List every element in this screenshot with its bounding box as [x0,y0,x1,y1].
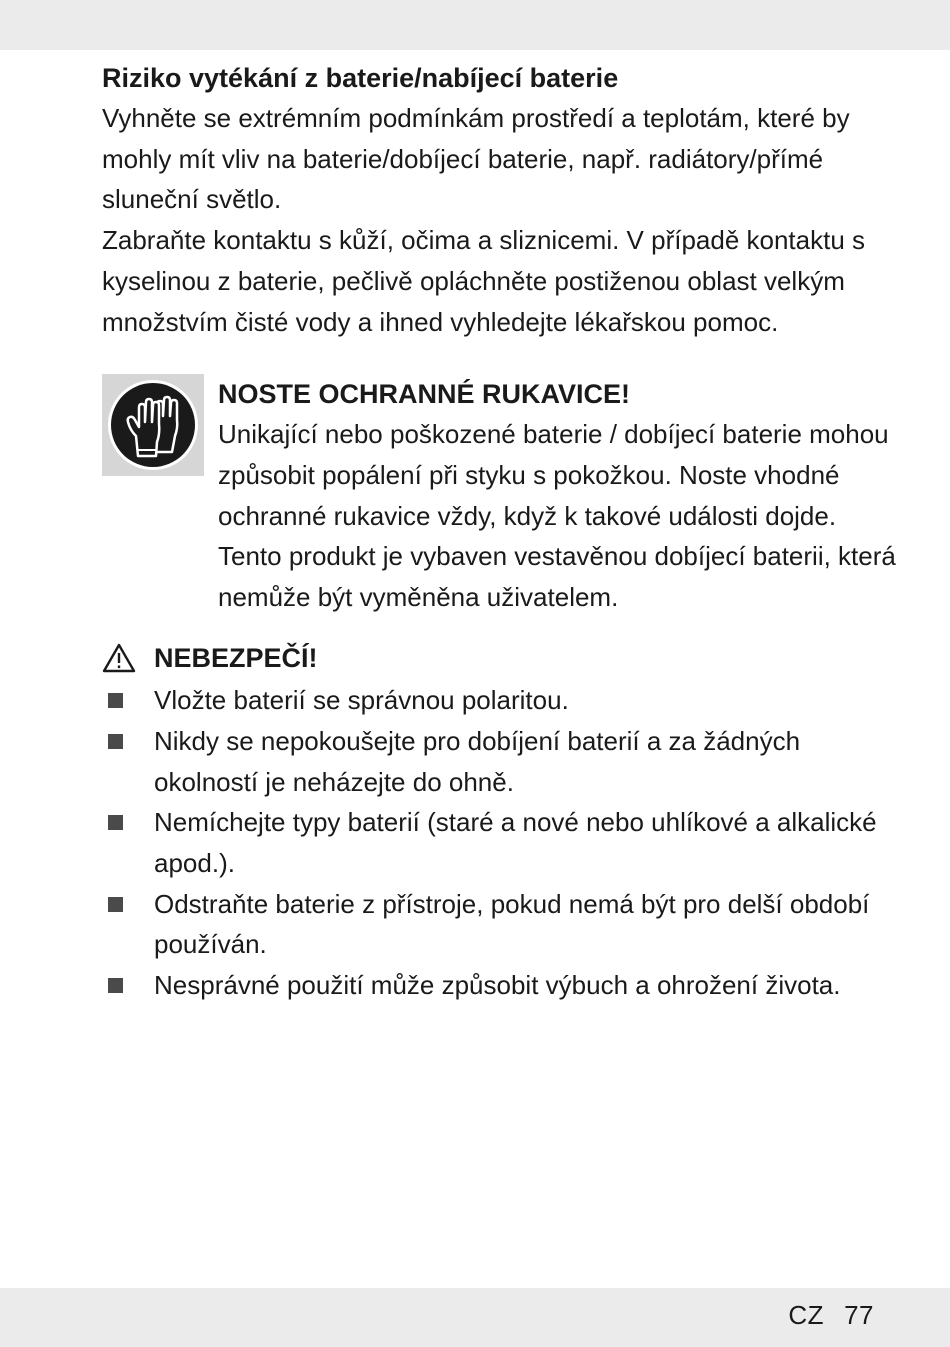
list-item [102,965,902,1006]
gloves-notice-text [218,374,898,618]
square-bullet-icon [108,815,123,830]
page-content [102,58,902,1006]
danger-section [102,638,902,1006]
header-band [0,0,950,50]
list-item [102,721,902,802]
footer-language: CZ [788,1300,825,1330]
list-item-text: Nesprávné použití může způsobit výbuch a ohrožení života. [154,970,841,1001]
square-bullet-icon [108,897,123,912]
square-bullet-icon [108,693,123,708]
square-bullet-icon [108,734,123,749]
gloves-notice [102,374,902,618]
list-item-text: Nikdy se nepokoušejte pro dobíjení baterií a za žádných okolností je neházejte do ohně. [154,725,801,797]
list-item [102,884,902,965]
warning-triangle-icon [102,642,136,674]
list-item-text: Odstraňte baterie z přístroje, pokud nemá být pro delší období používán. [154,888,870,960]
danger-title: NEBEZPEČÍ! [154,643,318,674]
danger-heading [102,638,902,680]
paragraph-environment: Vyhněte se extrémním podmínkám prostředí a teplotám, které by mohly mít vliv na baterie/dobíjecí baterie, např. radiátory/přímé sluneční světlo. [102,103,850,215]
list-item [102,680,902,721]
gloves-notice-body: Unikající nebo poškozené baterie / dobíjecí baterie mohou způsobit popálení při styku s pokožkou. Noste vhodné ochranné rukavice vždy, když k takové události dojde. Tento produkt je vybaven vestavěnou dobíjecí baterii, která nemůže být vyměněna uživatelem. [218,419,896,613]
square-bullet-icon [108,978,123,993]
protective-gloves-icon [102,374,204,476]
danger-list [102,680,902,1006]
page-number: 77 [844,1300,874,1330]
list-item-text: Nemíchejte typy baterií (staré a nové nebo uhlíkové a alkalické apod.). [154,807,877,879]
page-footer [788,1297,874,1333]
section-heading-battery-leakage: Riziko vytékání z baterie/nabíjecí baterie [102,63,619,93]
list-item [102,802,902,883]
paragraph-contact: Zabraňte kontaktu s kůží, očima a sliznicemi. V případě kontaktu s kyselinou z baterie, pečlivě opláchněte postiženou oblast velkým množstvím čisté vody a ihned vyhledejte lékařskou pomoc. [102,225,866,337]
list-item-text: Vložte baterií se správnou polaritou. [154,685,569,716]
gloves-notice-title: NOSTE OCHRANNÉ RUKAVICE! [218,379,631,410]
